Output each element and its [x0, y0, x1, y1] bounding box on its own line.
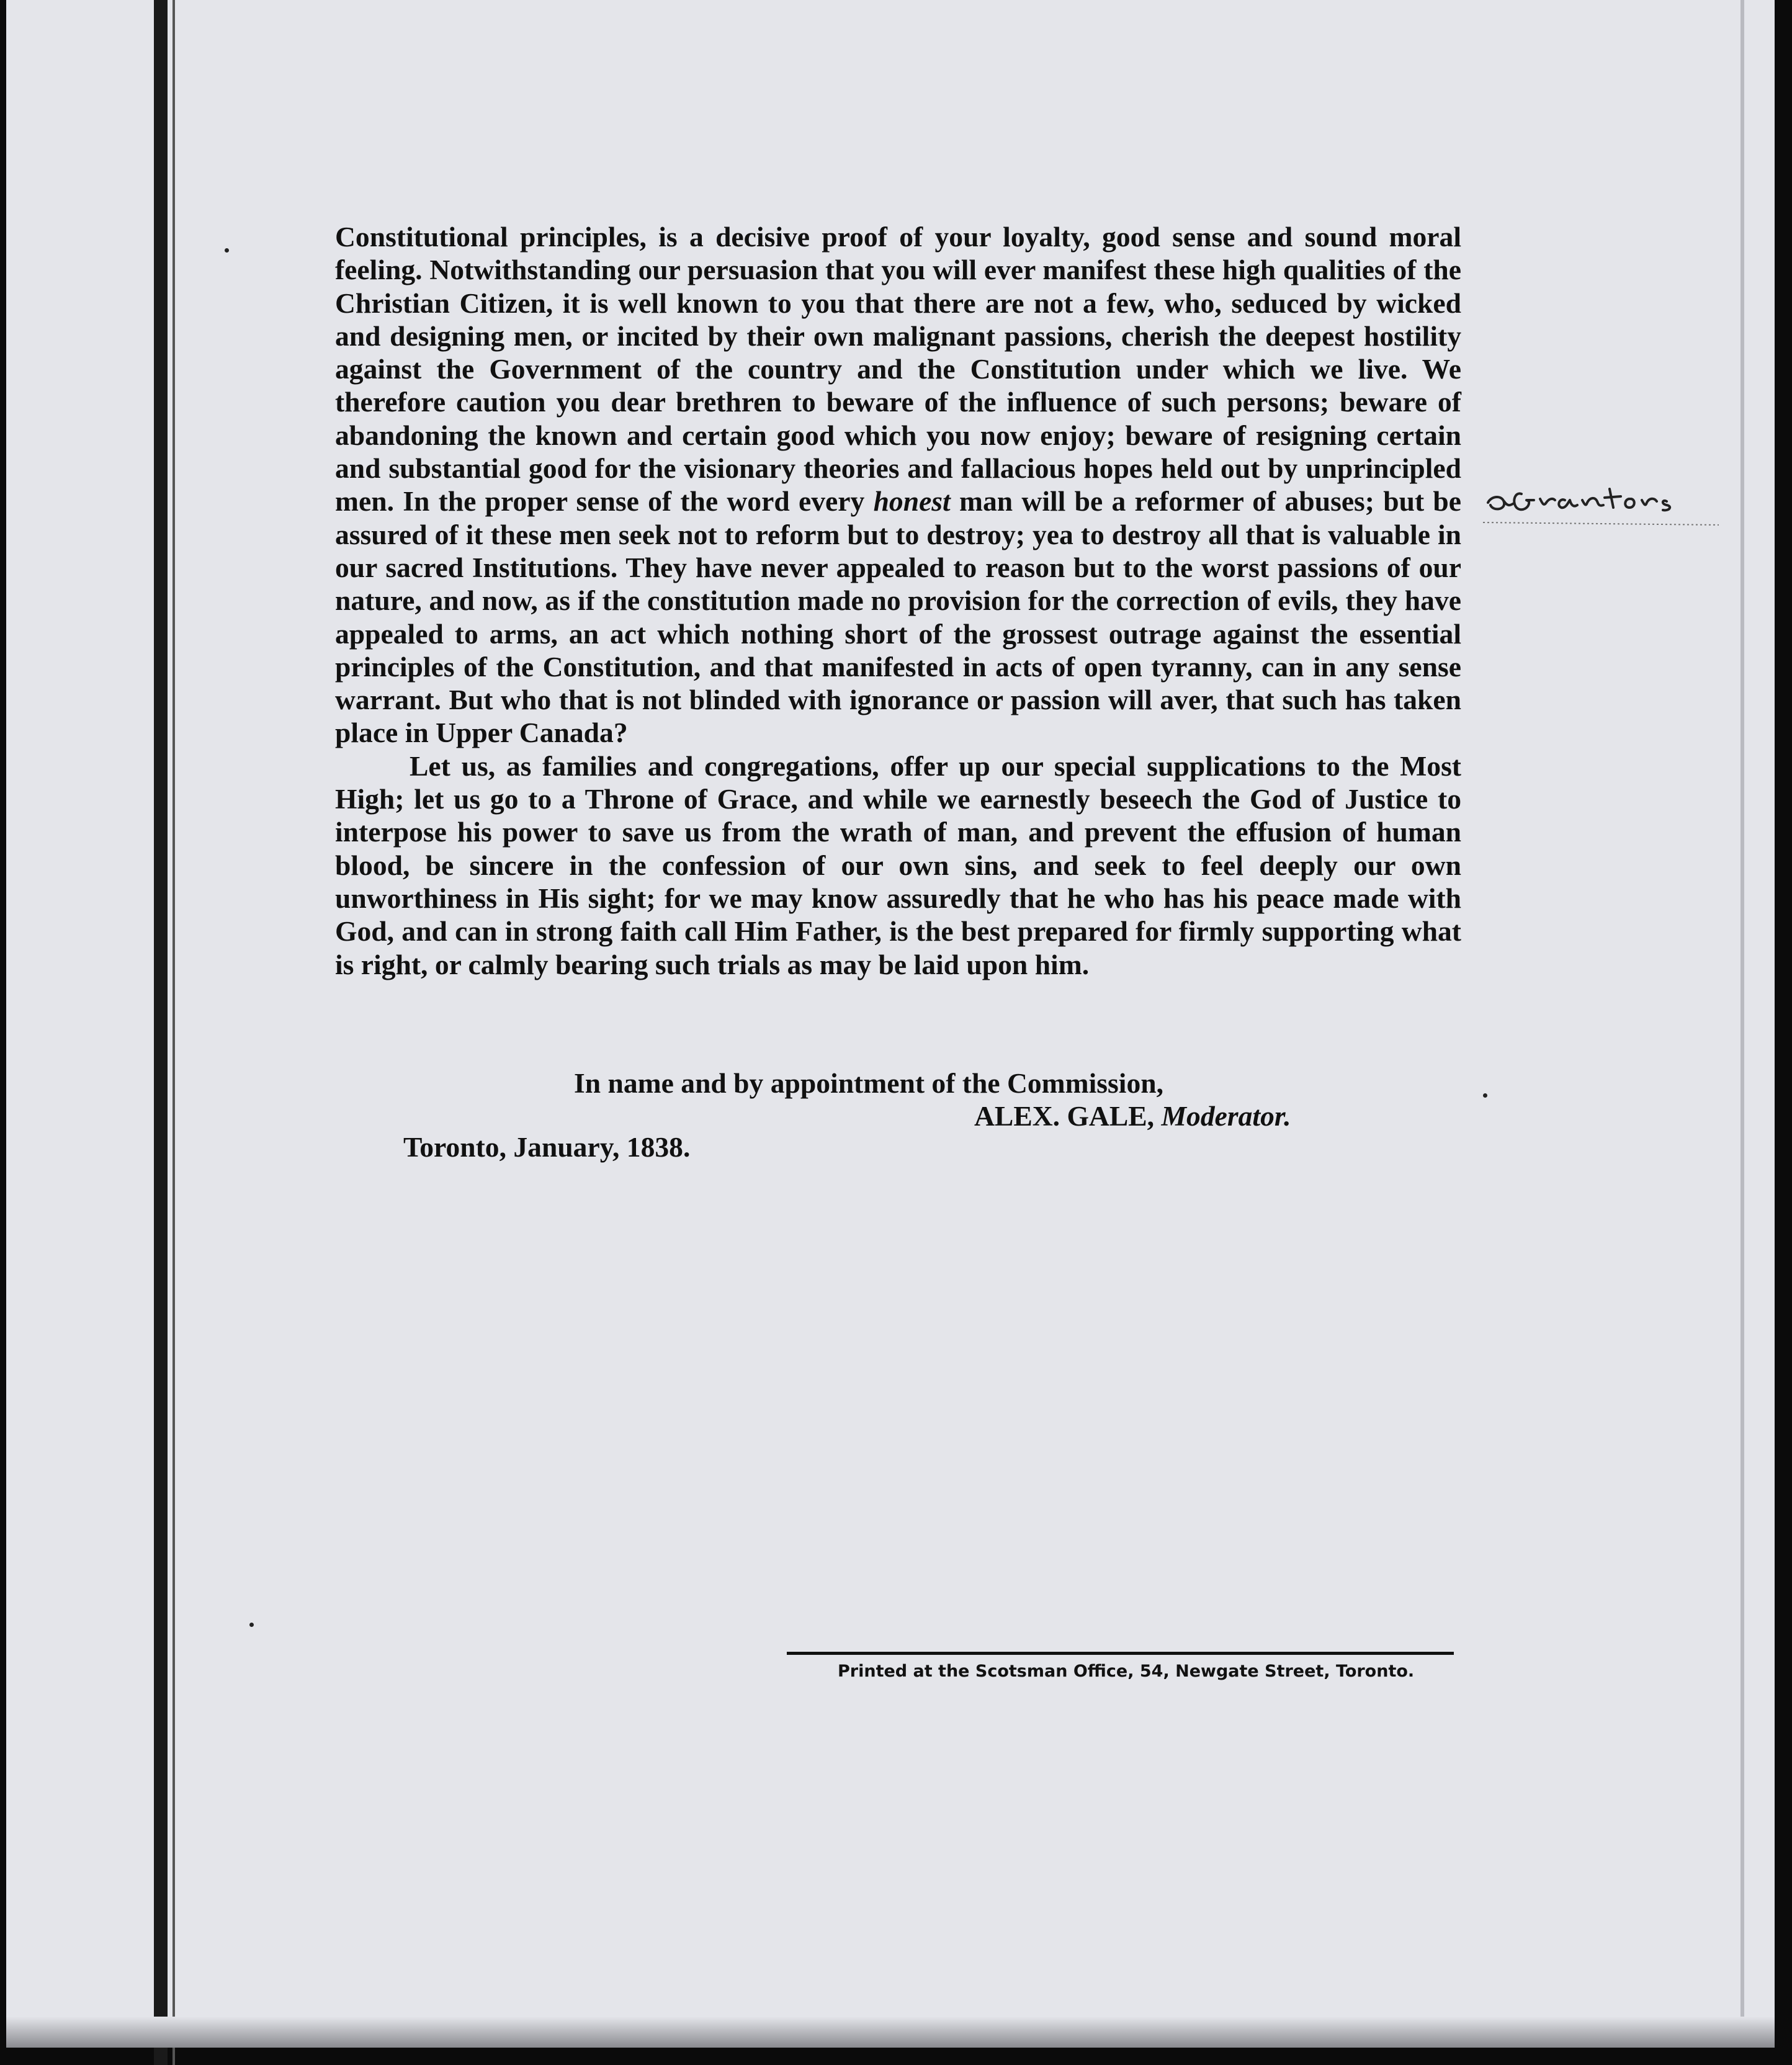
- body-text: [335, 220, 1461, 981]
- paper-speck: [249, 1623, 254, 1627]
- signatory-role: Moderator.: [1161, 1100, 1291, 1132]
- paper-speck: [225, 248, 229, 253]
- paper-speck: [1483, 1093, 1487, 1098]
- handwritten-annotation: [1483, 477, 1719, 532]
- page-edge: [1740, 0, 1744, 2048]
- page-bottom-shadow: [6, 2017, 1775, 2048]
- paragraph-1-part-a: Constitutional principles, is a decisive proof of your loyalty, good sense and sound moral feeling. Notwithstanding our persuasion that you will ever manifest these high qualities of the Christian Citizen, it is well known to you that there are not a few, who, seduced by wicked and designing men, or incited by their own malignant passions, cherish the deepest hostility against the Government of the country and the Constitution under which we live. We therefore caution you dear brethren to beware of the influence of such persons; beware of abandoning the known and certain good which you now enjoy; beware of resigning certain and substantial good for the visionary theories and fallacious hopes held out by unprincipled men. In the proper sense of the word every: [335, 221, 1461, 517]
- binding-edge: [154, 0, 168, 2065]
- paragraph-2: Let us, as families and congregations, offer up our special supplications to the Most High; let us go to a Throne of Grace, and while we earnestly beseech the God of Justice to interpose his power to save us from the wrath of man, and prevent the effusion of human blood, be sincere in the confession of our own sins, and seek to feel deeply our own unworthiness in His sight; for we may know assuredly that he who has his peace made with God, and can in strong faith call Him Father, is the best prepared for firmly supporting what is right, or calmly bearing such trials as may be laid upon him.: [335, 750, 1461, 980]
- paragraph-1: [335, 220, 1461, 750]
- italic-word: honest: [873, 485, 951, 517]
- signatory-name: ALEX. GALE,: [974, 1100, 1155, 1132]
- signature-line: In name and by appointment of the Commission,: [574, 1067, 1164, 1099]
- dateline: Toronto, January, 1838.: [403, 1131, 691, 1163]
- binding-edge-inner: [172, 0, 175, 2065]
- printer-imprint: Printed at the Scotsman Office, 54, Newgate Street, Toronto.: [838, 1662, 1415, 1681]
- paragraph-1-part-b: man will be a reformer of abuses; but be assured of it these men seek not to reform but to destroy; yea to destroy all that is valuable in our sacred Institutions. They have never appealed to reason but to the worst passions of our nature, and now, as if the constitution made no provision for the correction of evils, they have appealed to arms, an act which nothing short of the grossest outrage against the essential principles of the Constitution, and that manifested in acts of open tyranny, can in any sense warrant. But who that is not blinded with ignorance or passion will aver, that such has taken place in Upper Canada?: [335, 485, 1462, 749]
- imprint-rule: [787, 1652, 1454, 1655]
- signatory: [974, 1100, 1291, 1132]
